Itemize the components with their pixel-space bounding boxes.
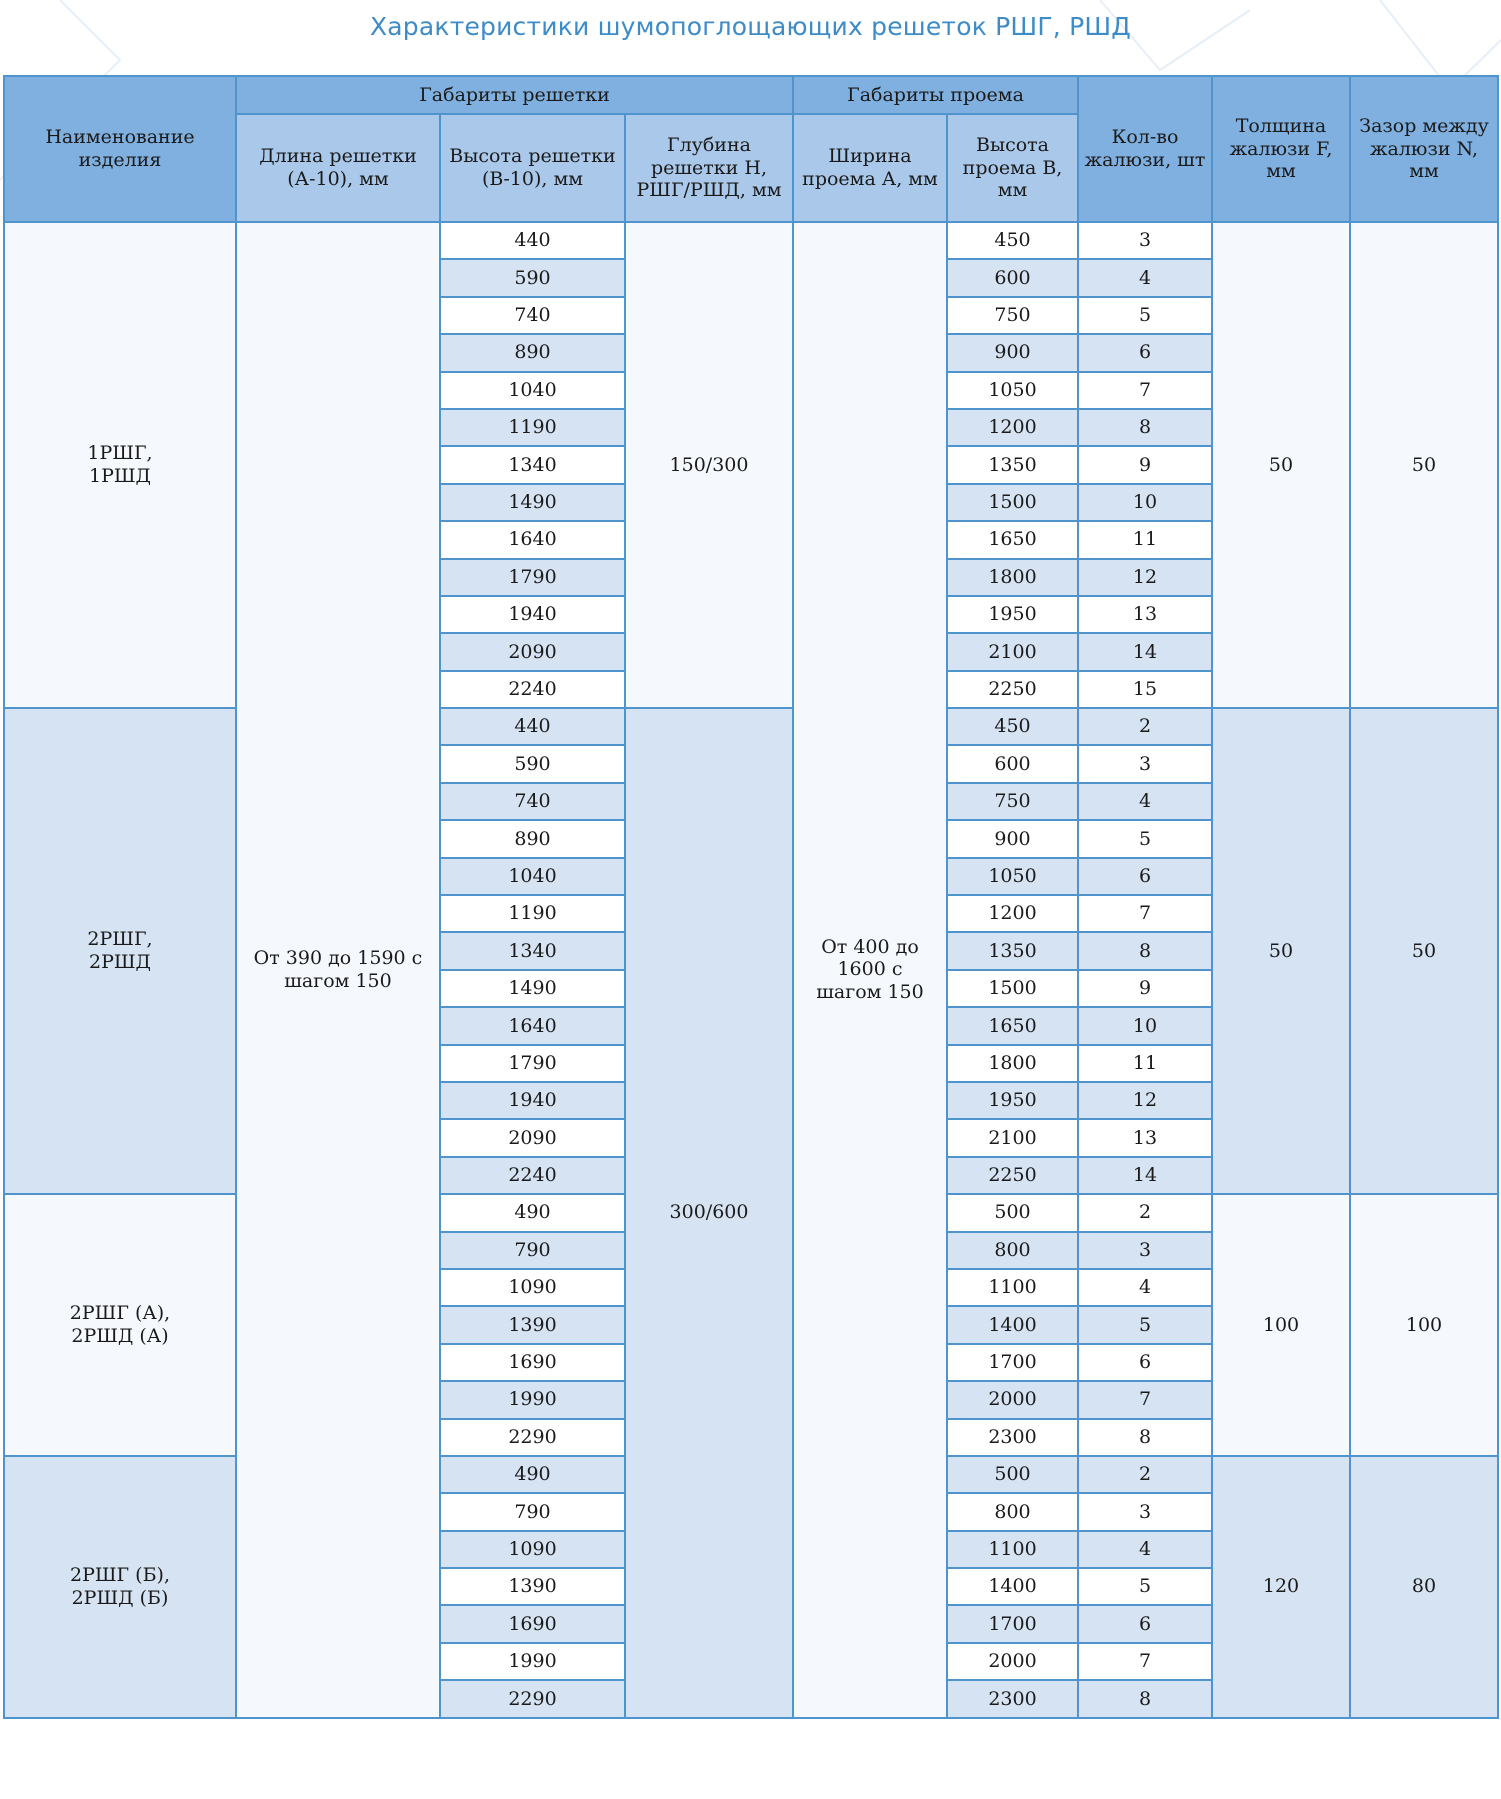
header-thickness: Толщина жалюзи F, мм xyxy=(1212,76,1350,222)
grille-height: 1040 xyxy=(440,372,625,409)
louver-count: 2 xyxy=(1078,1194,1212,1231)
grille-height: 1940 xyxy=(440,596,625,633)
opening-height: 1050 xyxy=(947,858,1078,895)
opening-height: 1350 xyxy=(947,446,1078,483)
table-row xyxy=(4,222,1498,259)
grille-depth: 150/300 xyxy=(625,222,793,708)
louver-count: 7 xyxy=(1078,372,1212,409)
product-name: 1РШГ, 1РШД xyxy=(4,222,236,708)
grille-height: 1990 xyxy=(440,1643,625,1680)
louver-count: 6 xyxy=(1078,334,1212,371)
louver-count: 7 xyxy=(1078,1643,1212,1680)
grille-height: 1790 xyxy=(440,1045,625,1082)
louver-count: 4 xyxy=(1078,783,1212,820)
opening-height: 800 xyxy=(947,1493,1078,1530)
louver-count: 3 xyxy=(1078,1232,1212,1269)
louver-gap: 100 xyxy=(1350,1194,1498,1456)
louver-count: 14 xyxy=(1078,633,1212,670)
grille-height: 1190 xyxy=(440,409,625,446)
louver-count: 6 xyxy=(1078,858,1212,895)
opening-height: 750 xyxy=(947,783,1078,820)
louver-count: 12 xyxy=(1078,1082,1212,1119)
louver-count: 11 xyxy=(1078,1045,1212,1082)
louver-thickness: 120 xyxy=(1212,1456,1350,1718)
header-grille-group: Габариты решетки xyxy=(236,76,793,114)
grille-height: 1040 xyxy=(440,858,625,895)
louver-count: 12 xyxy=(1078,559,1212,596)
louver-count: 13 xyxy=(1078,596,1212,633)
opening-height: 1350 xyxy=(947,932,1078,969)
grille-height: 1340 xyxy=(440,446,625,483)
louver-count: 10 xyxy=(1078,484,1212,521)
grille-length: От 390 до 1590 с шагом 150 xyxy=(236,222,440,1718)
header-depth: Глубина решетки Н, РШГ/РШД, мм xyxy=(625,114,793,222)
opening-height: 750 xyxy=(947,297,1078,334)
opening-height: 1700 xyxy=(947,1344,1078,1381)
opening-height: 450 xyxy=(947,708,1078,745)
louver-count: 13 xyxy=(1078,1119,1212,1156)
louver-count: 14 xyxy=(1078,1157,1212,1194)
grille-height: 890 xyxy=(440,820,625,857)
opening-height: 900 xyxy=(947,334,1078,371)
product-name: 2РШГ (А), 2РШД (А) xyxy=(4,1194,236,1456)
opening-height: 2000 xyxy=(947,1381,1078,1418)
louver-count: 2 xyxy=(1078,1456,1212,1493)
grille-height: 1790 xyxy=(440,559,625,596)
grille-height: 1390 xyxy=(440,1306,625,1343)
table-body xyxy=(4,222,1498,1718)
grille-height: 740 xyxy=(440,783,625,820)
louver-count: 15 xyxy=(1078,671,1212,708)
opening-height: 900 xyxy=(947,820,1078,857)
louver-count: 4 xyxy=(1078,1269,1212,1306)
opening-height: 1050 xyxy=(947,372,1078,409)
louver-count: 7 xyxy=(1078,895,1212,932)
louver-gap: 80 xyxy=(1350,1456,1498,1718)
opening-height: 1800 xyxy=(947,559,1078,596)
grille-height: 1640 xyxy=(440,1007,625,1044)
opening-height: 600 xyxy=(947,745,1078,782)
grille-height: 1090 xyxy=(440,1269,625,1306)
grille-height: 2090 xyxy=(440,1119,625,1156)
louver-gap: 50 xyxy=(1350,222,1498,708)
header-opening-height: Высота проема В, мм xyxy=(947,114,1078,222)
opening-height: 1800 xyxy=(947,1045,1078,1082)
opening-height: 600 xyxy=(947,259,1078,296)
grille-height: 2090 xyxy=(440,633,625,670)
louver-count: 5 xyxy=(1078,1568,1212,1605)
grille-height: 440 xyxy=(440,708,625,745)
header-name: Наименование изделия xyxy=(4,76,236,222)
opening-height: 1200 xyxy=(947,409,1078,446)
grille-height: 2290 xyxy=(440,1419,625,1456)
grille-height: 1690 xyxy=(440,1605,625,1642)
grille-height: 490 xyxy=(440,1194,625,1231)
opening-height: 450 xyxy=(947,222,1078,259)
louver-thickness: 50 xyxy=(1212,708,1350,1194)
grille-height: 1390 xyxy=(440,1568,625,1605)
opening-width: От 400 до 1600 с шагом 150 xyxy=(793,222,947,1718)
opening-height: 2250 xyxy=(947,1157,1078,1194)
opening-height: 1200 xyxy=(947,895,1078,932)
grille-height: 440 xyxy=(440,222,625,259)
grille-height: 2290 xyxy=(440,1680,625,1717)
opening-height: 2300 xyxy=(947,1680,1078,1717)
louver-count: 6 xyxy=(1078,1344,1212,1381)
louver-count: 9 xyxy=(1078,970,1212,1007)
grille-height: 1090 xyxy=(440,1531,625,1568)
louver-count: 4 xyxy=(1078,1531,1212,1568)
louver-gap: 50 xyxy=(1350,708,1498,1194)
grille-height: 1690 xyxy=(440,1344,625,1381)
opening-height: 500 xyxy=(947,1456,1078,1493)
grille-height: 1190 xyxy=(440,895,625,932)
opening-height: 2250 xyxy=(947,671,1078,708)
grille-height: 740 xyxy=(440,297,625,334)
grille-height: 790 xyxy=(440,1232,625,1269)
grille-height: 890 xyxy=(440,334,625,371)
grille-height: 790 xyxy=(440,1493,625,1530)
louver-count: 5 xyxy=(1078,820,1212,857)
louver-count: 2 xyxy=(1078,708,1212,745)
header-length: Длина решетки (А-10), мм xyxy=(236,114,440,222)
grille-height: 590 xyxy=(440,745,625,782)
louver-thickness: 50 xyxy=(1212,222,1350,708)
grille-height: 490 xyxy=(440,1456,625,1493)
opening-height: 2300 xyxy=(947,1419,1078,1456)
louver-count: 8 xyxy=(1078,409,1212,446)
opening-height: 1500 xyxy=(947,484,1078,521)
opening-height: 1650 xyxy=(947,1007,1078,1044)
page-title: Характеристики шумопоглощающих решеток РШГ, РШД xyxy=(369,12,1132,41)
louver-count: 4 xyxy=(1078,259,1212,296)
header-count: Кол-во жалюзи, шт xyxy=(1078,76,1212,222)
louver-count: 9 xyxy=(1078,446,1212,483)
opening-height: 1950 xyxy=(947,1082,1078,1119)
product-name: 2РШГ, 2РШД xyxy=(4,708,236,1194)
spec-table xyxy=(3,75,1499,1719)
grille-height: 1940 xyxy=(440,1082,625,1119)
header-height: Высота решетки (В-10), мм xyxy=(440,114,625,222)
opening-height: 1950 xyxy=(947,596,1078,633)
grille-height: 1640 xyxy=(440,521,625,558)
table-row xyxy=(4,708,1498,745)
grille-height: 1490 xyxy=(440,970,625,1007)
grille-depth: 300/600 xyxy=(625,708,793,1718)
opening-height: 1400 xyxy=(947,1306,1078,1343)
grille-height: 1990 xyxy=(440,1381,625,1418)
louver-thickness: 100 xyxy=(1212,1194,1350,1456)
grille-height: 1340 xyxy=(440,932,625,969)
louver-count: 8 xyxy=(1078,1419,1212,1456)
opening-height: 2000 xyxy=(947,1643,1078,1680)
louver-count: 5 xyxy=(1078,1306,1212,1343)
opening-height: 2100 xyxy=(947,1119,1078,1156)
louver-count: 3 xyxy=(1078,222,1212,259)
header-gap: Зазор между жалюзи N, мм xyxy=(1350,76,1498,222)
opening-height: 1100 xyxy=(947,1269,1078,1306)
grille-height: 1490 xyxy=(440,484,625,521)
header-opening-group: Габариты проема xyxy=(793,76,1078,114)
opening-height: 1500 xyxy=(947,970,1078,1007)
opening-height: 1650 xyxy=(947,521,1078,558)
louver-count: 10 xyxy=(1078,1007,1212,1044)
opening-height: 1100 xyxy=(947,1531,1078,1568)
grille-height: 2240 xyxy=(440,671,625,708)
opening-height: 800 xyxy=(947,1232,1078,1269)
louver-count: 7 xyxy=(1078,1381,1212,1418)
opening-height: 2100 xyxy=(947,633,1078,670)
louver-count: 11 xyxy=(1078,521,1212,558)
product-name: 2РШГ (Б), 2РШД (Б) xyxy=(4,1456,236,1718)
grille-height: 2240 xyxy=(440,1157,625,1194)
opening-height: 1400 xyxy=(947,1568,1078,1605)
louver-count: 8 xyxy=(1078,1680,1212,1717)
opening-height: 500 xyxy=(947,1194,1078,1231)
louver-count: 8 xyxy=(1078,932,1212,969)
louver-count: 6 xyxy=(1078,1605,1212,1642)
louver-count: 5 xyxy=(1078,297,1212,334)
opening-height: 1700 xyxy=(947,1605,1078,1642)
grille-height: 590 xyxy=(440,259,625,296)
louver-count: 3 xyxy=(1078,745,1212,782)
louver-count: 3 xyxy=(1078,1493,1212,1530)
header-opening-width: Ширина проема А, мм xyxy=(793,114,947,222)
